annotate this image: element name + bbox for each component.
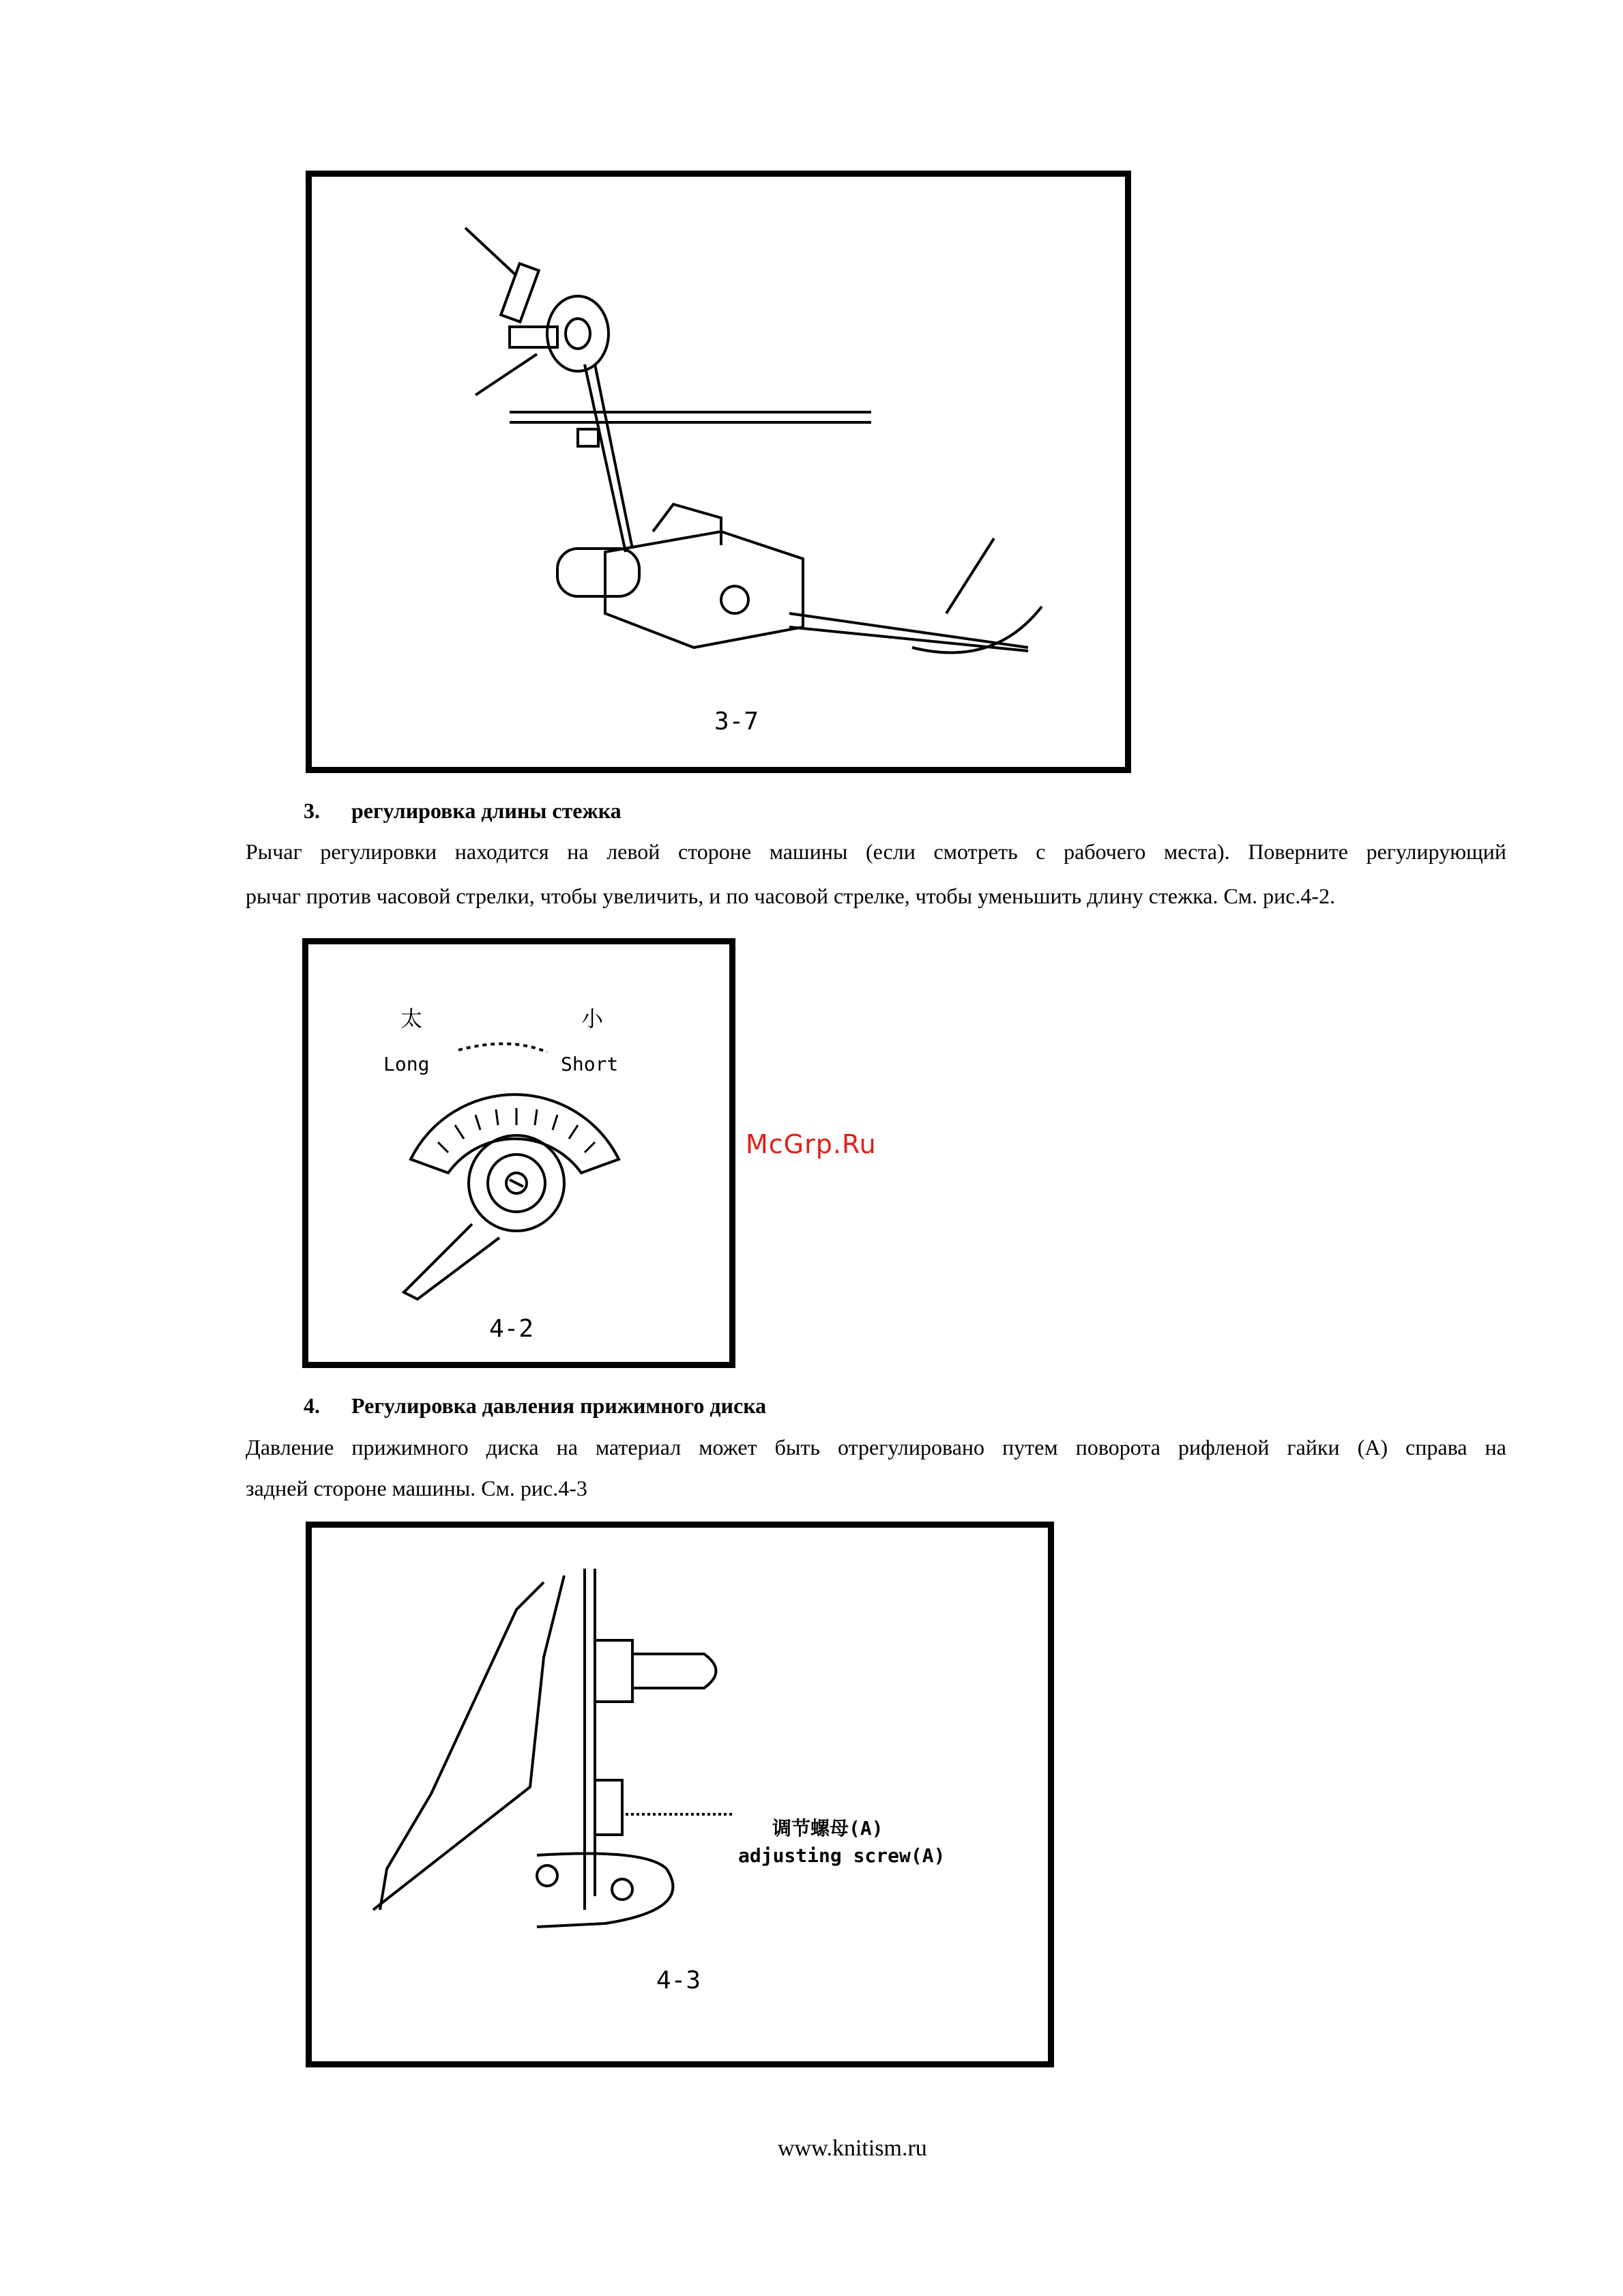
section-4-text-line-2: задней стороне машины. См. рис.4-3 — [246, 1476, 587, 1500]
section-3-text-line-1: Рычаг регулировки находится на левой стороне машины (если смотреть с рабочего места). Поверните регулирующий — [246, 839, 1506, 864]
section-4-number: 4. — [304, 1393, 320, 1418]
label-long-cn: 太 — [400, 1006, 423, 1031]
figure-number-3-7: 3-7 — [714, 708, 759, 736]
section-4-text-line-1: Давление прижимного диска на материал может быть отрегулировано путем поворота рифленой гайки (А) справа на — [246, 1435, 1506, 1459]
section-4-heading — [304, 1393, 766, 1419]
label-adjusting-screw-cn: 调节螺母(A) — [772, 1817, 883, 1840]
label-long: Long — [383, 1053, 430, 1075]
section-4-title: Регулировка давления прижимного диска — [351, 1393, 767, 1418]
figure-4-3 — [306, 1522, 1054, 2067]
figure-number-4-3: 4-3 — [656, 1966, 701, 1994]
label-short: Short — [561, 1053, 619, 1075]
section-3-heading — [304, 798, 622, 824]
stitch-length-dial-illustration — [308, 944, 729, 1362]
figure-number-4-2: 4-2 — [489, 1315, 534, 1343]
adjusting-screw-illustration — [312, 1528, 1048, 2061]
section-3-title: регулировка длины стежка — [351, 798, 622, 823]
label-adjusting-screw-en: adjusting screw(A) — [738, 1844, 946, 1867]
figure-4-2 — [302, 938, 735, 1368]
figure-3-7 — [306, 171, 1131, 773]
section-3-number: 3. — [304, 798, 320, 823]
footer-url: www.knitism.ru — [778, 2136, 927, 2161]
section-3-text-line-2: рычаг против часовой стрелки, чтобы увеличить, и по часовой стрелке, чтобы уменьшить длину стежка. См. рис.4-2. — [246, 884, 1336, 908]
watermark: McGrp.Ru — [746, 1129, 877, 1159]
label-short-cn: 小 — [581, 1006, 604, 1031]
thread-guide-illustration — [312, 177, 1125, 767]
